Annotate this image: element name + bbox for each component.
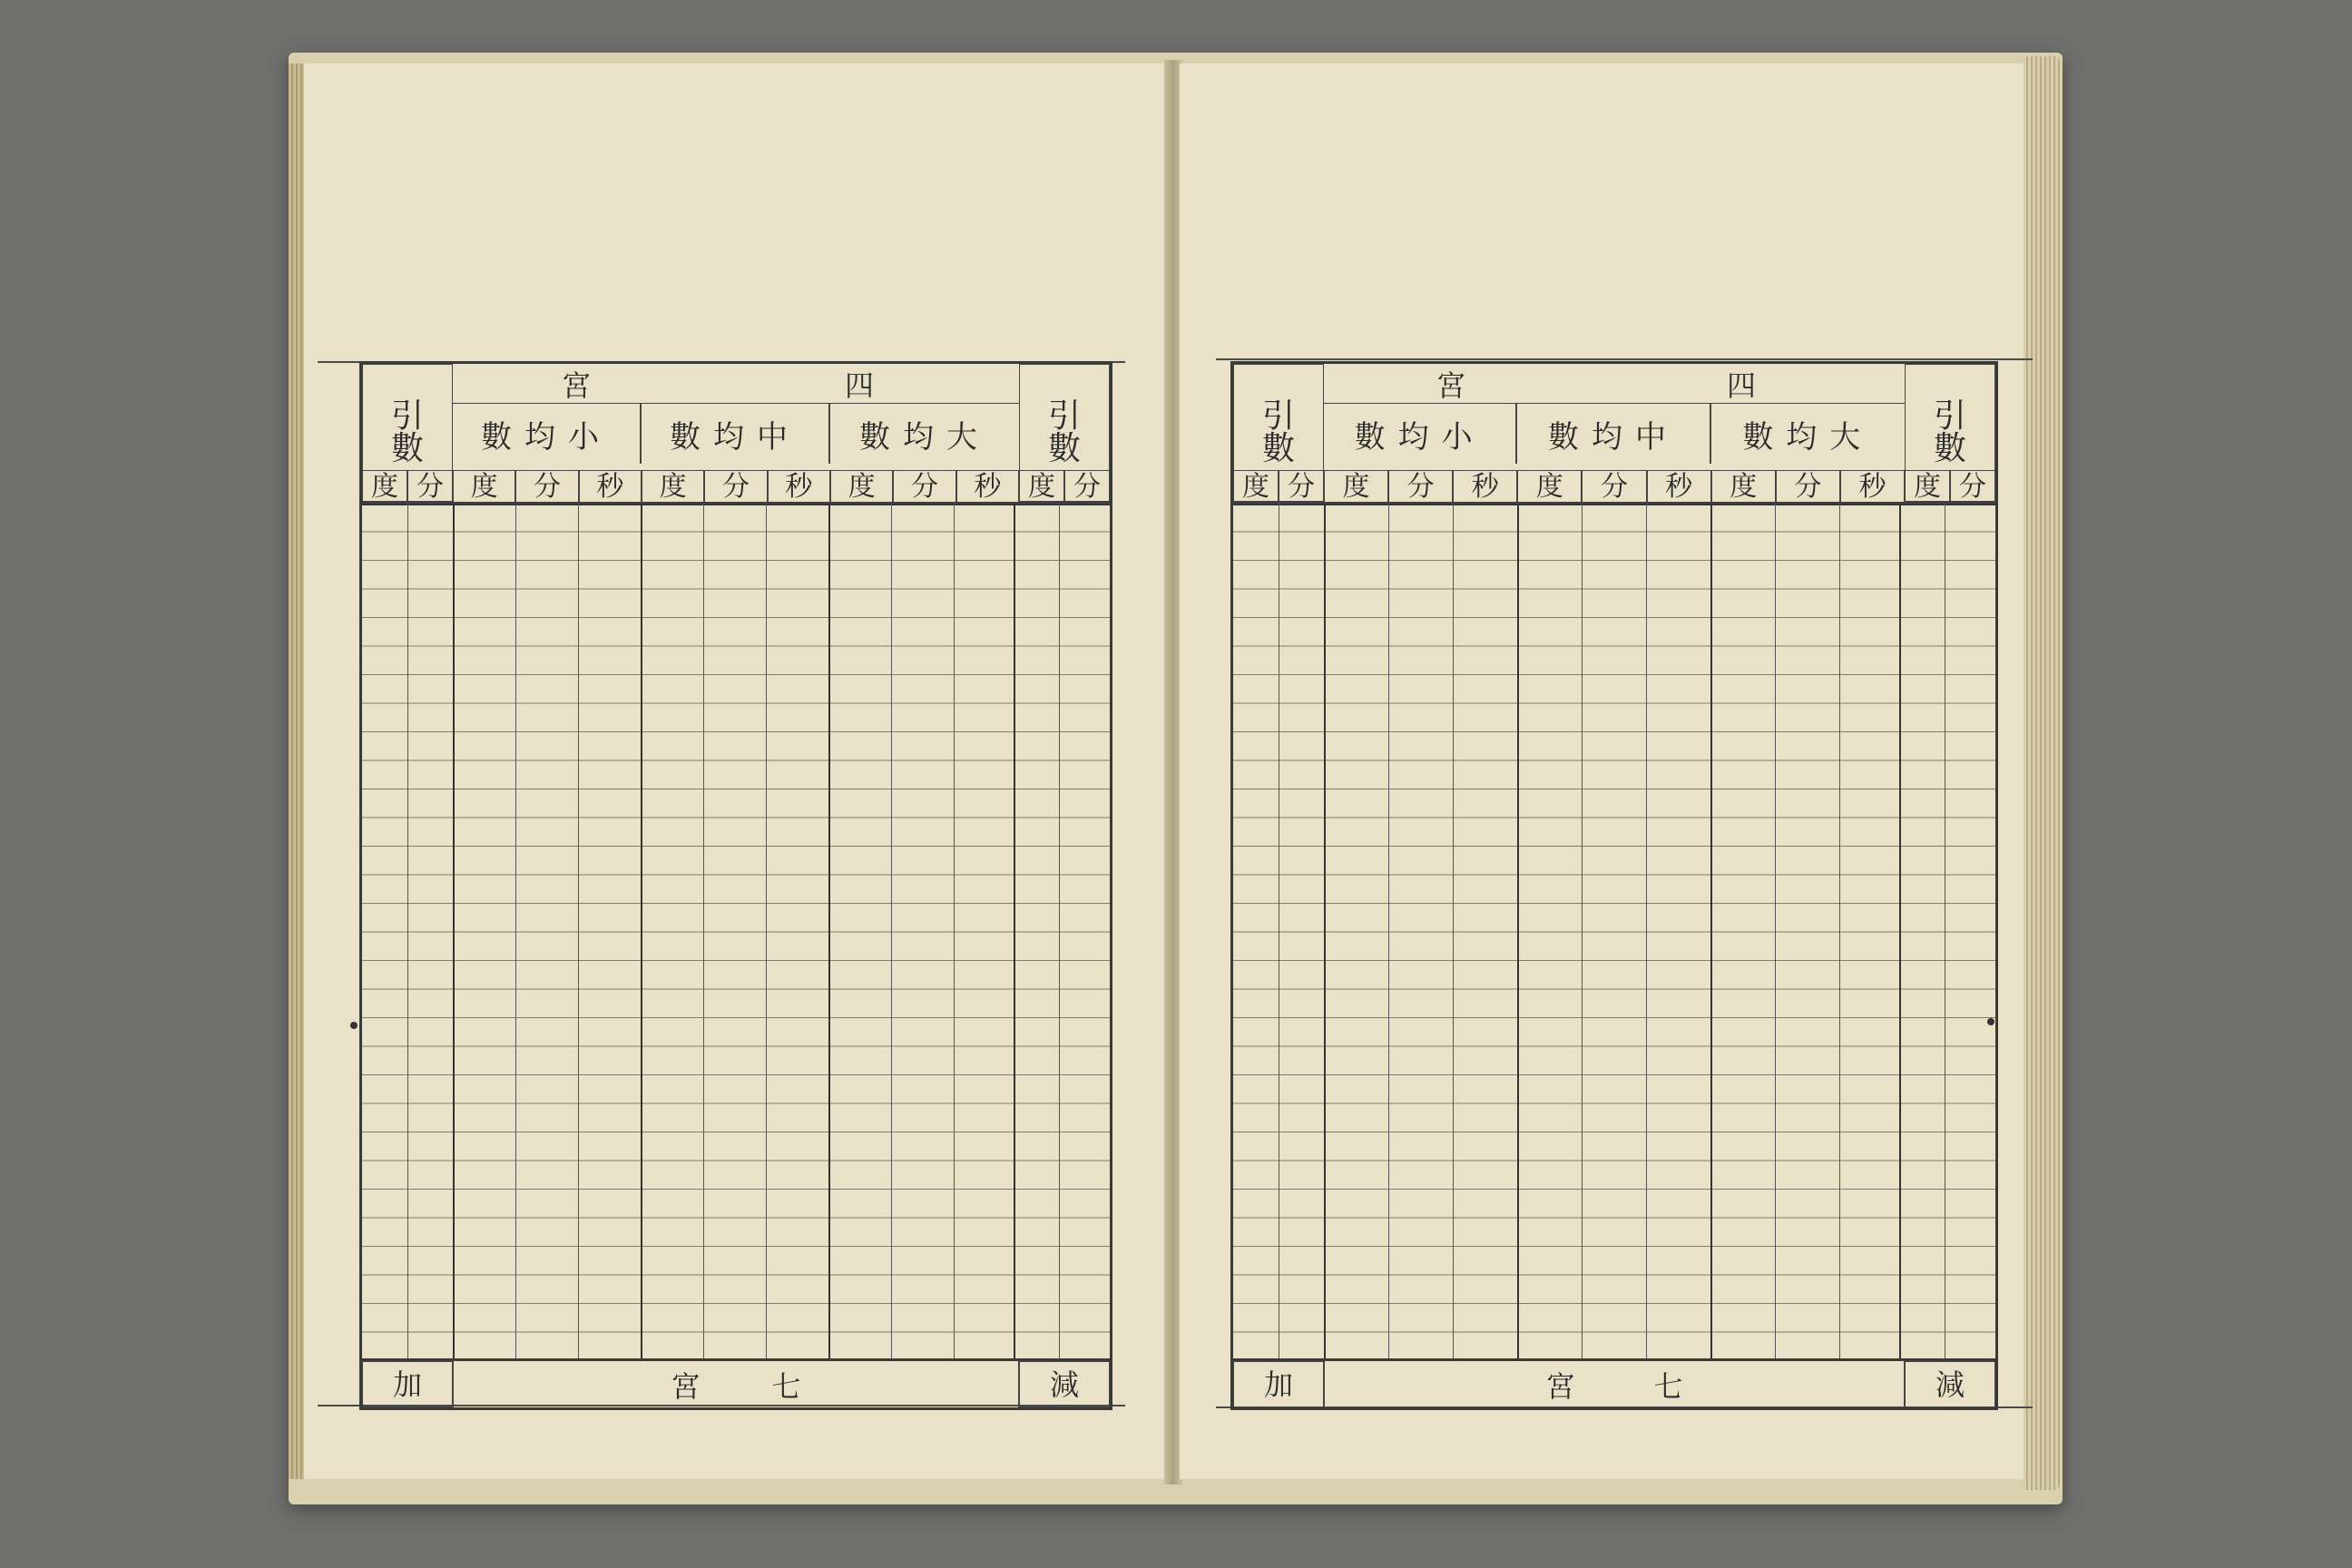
right-thread-line-top — [1216, 358, 2033, 360]
unit-degree: 度 — [1711, 470, 1776, 504]
unit-degree: 度 — [453, 470, 515, 504]
unit-minute: 分 — [1776, 470, 1840, 504]
unit-degree: 度 — [362, 470, 407, 504]
unit-degree: 度 — [830, 470, 893, 504]
unit-degree: 度 — [1517, 470, 1582, 504]
unit-second: 秒 — [1453, 470, 1517, 504]
unit-minute: 分 — [1279, 470, 1324, 504]
table-body — [362, 470, 1110, 1358]
argument-label-right: 引 數 — [1905, 364, 1995, 502]
footer-palace-number: 七 — [1653, 1368, 1683, 1404]
unit-minute: 分 — [1064, 470, 1110, 504]
unit-second: 秒 — [956, 470, 1019, 504]
ink-dot — [350, 1022, 358, 1029]
group-large-equation: 數均大 — [859, 418, 990, 456]
unit-minute: 分 — [893, 470, 956, 504]
argument-label-left: 引 數 — [1233, 364, 1324, 502]
unit-second: 秒 — [768, 470, 830, 504]
unit-minute: 分 — [1582, 470, 1646, 504]
group-small-equation: 數均小 — [1324, 404, 1517, 464]
table-header — [453, 364, 1019, 464]
unit-degree: 度 — [1233, 470, 1279, 504]
footer-subtract: 減 — [1905, 1361, 1995, 1407]
left-table — [359, 361, 1112, 1410]
footer-palace-char: 宮 — [1545, 1368, 1575, 1404]
footer-subtract: 減 — [1019, 1361, 1110, 1407]
table-footer — [1233, 1358, 1995, 1407]
unit-degree: 度 — [1905, 470, 1950, 504]
group-large-equation: 數均大 — [1742, 418, 1874, 456]
table-body — [1233, 470, 1995, 1358]
unit-degree: 度 — [642, 470, 704, 504]
unit-second: 秒 — [1647, 470, 1711, 504]
footer-add: 加 — [1233, 1361, 1324, 1407]
right-page-edges — [2024, 56, 2060, 1490]
argument-label-right: 引 數 — [1019, 364, 1110, 502]
unit-minute: 分 — [1388, 470, 1453, 504]
unit-minute: 分 — [515, 470, 578, 504]
right-table — [1230, 361, 1998, 1410]
unit-degree: 度 — [1324, 470, 1388, 504]
group-middle-equation: 數均中 — [1517, 404, 1710, 464]
footer-palace-char: 宮 — [671, 1368, 701, 1404]
ink-dot — [1987, 1018, 1994, 1025]
table-footer — [362, 1358, 1110, 1407]
unit-minute: 分 — [407, 470, 453, 504]
footer-palace-number: 七 — [771, 1368, 801, 1404]
palace-title: 宮 四 — [1324, 364, 1905, 404]
unit-degree: 度 — [1019, 470, 1064, 504]
unit-second: 秒 — [579, 470, 642, 504]
unit-minute: 分 — [1950, 470, 1995, 504]
unit-second: 秒 — [1840, 470, 1905, 504]
footer-add: 加 — [362, 1361, 453, 1407]
group-middle-equation: 數均中 — [642, 404, 830, 464]
group-small-equation: 數均小 — [453, 404, 642, 464]
table-header — [1324, 364, 1905, 464]
palace-title: 宮 四 — [453, 364, 1019, 404]
argument-label-left: 引 數 — [362, 364, 453, 502]
unit-minute: 分 — [704, 470, 767, 504]
